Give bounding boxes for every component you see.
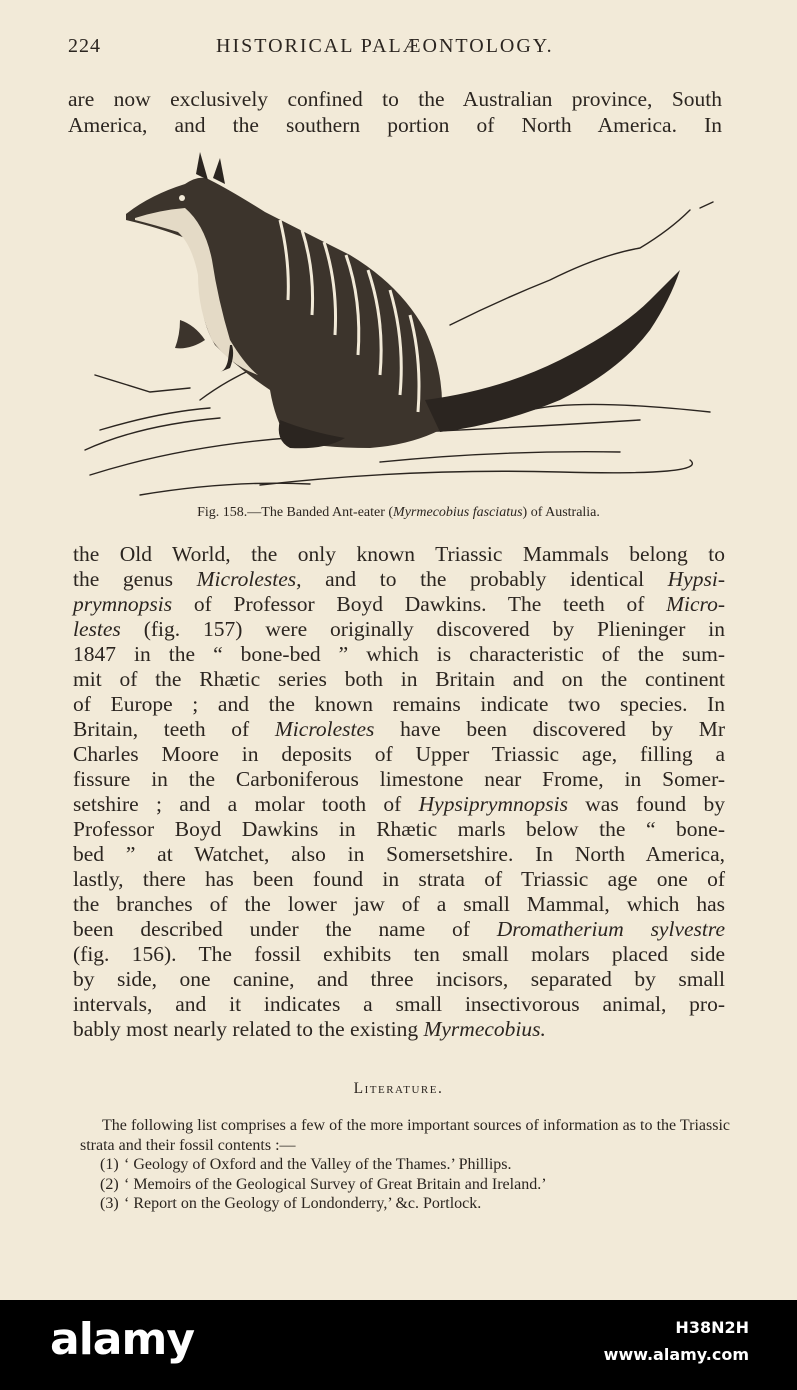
text-run: have been discovered by Mr [374,717,725,741]
intro-paragraph [68,86,722,138]
intro-line: America, and the southern portion of North America. In [68,113,722,137]
text-run: Charles Moore in deposits of Upper Triassic age, filling a [73,742,725,766]
body-line [73,542,725,567]
caption-suffix: ) of Australia. [522,505,600,520]
literature-item-text: ‘ Geology of Oxford and the Valley of the Thames.’ Phillips. [124,1156,512,1173]
brand-logo: alamy [50,1314,194,1365]
text-run: and to the probably identical [301,567,668,591]
literature-list [80,1155,730,1214]
intro-line: are now exclusively confined to the Australian province, South [68,87,722,111]
text-run: Professor Boyd Dawkins in Rhætic marls below the “ bone- [73,817,725,841]
text-run: fissure in the Carboniferous limestone near Frome, in Somer- [73,767,725,791]
text-run: setshire ; and a molar tooth of [73,792,419,816]
literature-item [80,1155,730,1175]
text-run: (fig. 156). The fossil exhibits ten small molars placed side [73,942,725,966]
text-run: the branches of the lower jaw of a small Mammal, which has [73,892,725,916]
literature-intro: The following list comprises a few of the more important sources of information as to the Triassic strata and their fossil contents :— [80,1117,730,1154]
body-line [73,642,725,667]
body-line [73,692,725,717]
body-line [73,717,725,742]
text-run: (fig. 157) were originally discovered by Plieninger in [120,617,725,641]
literature-item-text: ‘ Report on the Geology of Londonderry,’ &c. Portlock. [124,1195,482,1212]
body-line [73,992,725,1017]
body-line [73,792,725,817]
text-run: the Old World, the only known Triassic Mammals belong to [73,542,725,566]
body-line [73,767,725,792]
italic-term: Hypsiprymnopsis [418,792,568,816]
body-paragraph [73,542,725,1042]
text-run: by side, one canine, and three incisors, separated by small [73,967,725,991]
literature-section [80,1116,730,1214]
page-header [68,35,727,63]
caption-prefix: Fig. 158.—The Banded Ant-eater ( [197,505,394,520]
text-run: bed ” at Watchet, also in Somersetshire. In North America, [73,842,725,866]
text-run: of Professor Boyd Dawkins. The teeth of [172,592,667,616]
literature-item-number: (2) [100,1175,119,1193]
text-run: the genus [73,567,197,591]
running-title: HISTORICAL PALÆONTOLOGY. [216,35,554,57]
body-line [73,817,725,842]
text-run: lastly, there has been found in strata of Triassic age one of [73,867,725,891]
italic-term: Micro- [666,592,725,616]
body-line [73,892,725,917]
literature-item-number: (1) [100,1156,119,1173]
literature-item-number: (3) [100,1195,119,1212]
literature-item [80,1175,730,1195]
text-run: 1847 in the “ bone-bed ” which is characteristic of the sum- [73,642,725,666]
body-line [73,967,725,992]
italic-term: prymnopsis [73,592,173,616]
literature-item-text: ‘ Memoirs of the Geological Survey of Great Britain and Ireland.’ [124,1175,547,1193]
body-line [73,667,725,692]
page-number: 224 [68,35,101,57]
body-line [73,842,725,867]
italic-term: Myrmecobius. [423,1017,546,1041]
site-url: www.alamy.com [603,1345,749,1364]
italic-term: lestes [73,617,121,641]
body-line [73,1017,725,1042]
italic-term: Microlestes, [196,567,302,591]
italic-term: Microlestes [274,717,375,741]
body-line [73,617,725,642]
text-run: intervals, and it indicates a small insectivorous animal, pro- [73,992,725,1016]
body-line [73,867,725,892]
body-line [73,942,725,967]
italic-term: Dromatherium sylvestre [496,917,725,941]
figure-caption [0,505,797,521]
text-run: been described under the name of [73,917,497,941]
literature-item [80,1194,730,1214]
body-line [73,917,725,942]
watermark-footer [0,1300,797,1390]
italic-term: Hypsi- [667,567,725,591]
caption-species: Myrmecobius fasciatus [393,505,523,520]
body-line [73,592,725,617]
literature-heading: Literature. [353,1080,444,1097]
text-run: mit of the Rhætic series both in Britain and on the continent [73,667,725,691]
body-line [73,742,725,767]
banded-anteater-illustration [80,150,730,505]
text-run: of Europe ; and the known remains indicate two species. In [73,692,725,716]
image-id: H38N2H [675,1318,749,1337]
text-run: was found by [567,792,725,816]
text-run: bably most nearly related to the existing [73,1017,424,1041]
text-run: Britain, teeth of [73,717,275,741]
body-line [73,567,725,592]
